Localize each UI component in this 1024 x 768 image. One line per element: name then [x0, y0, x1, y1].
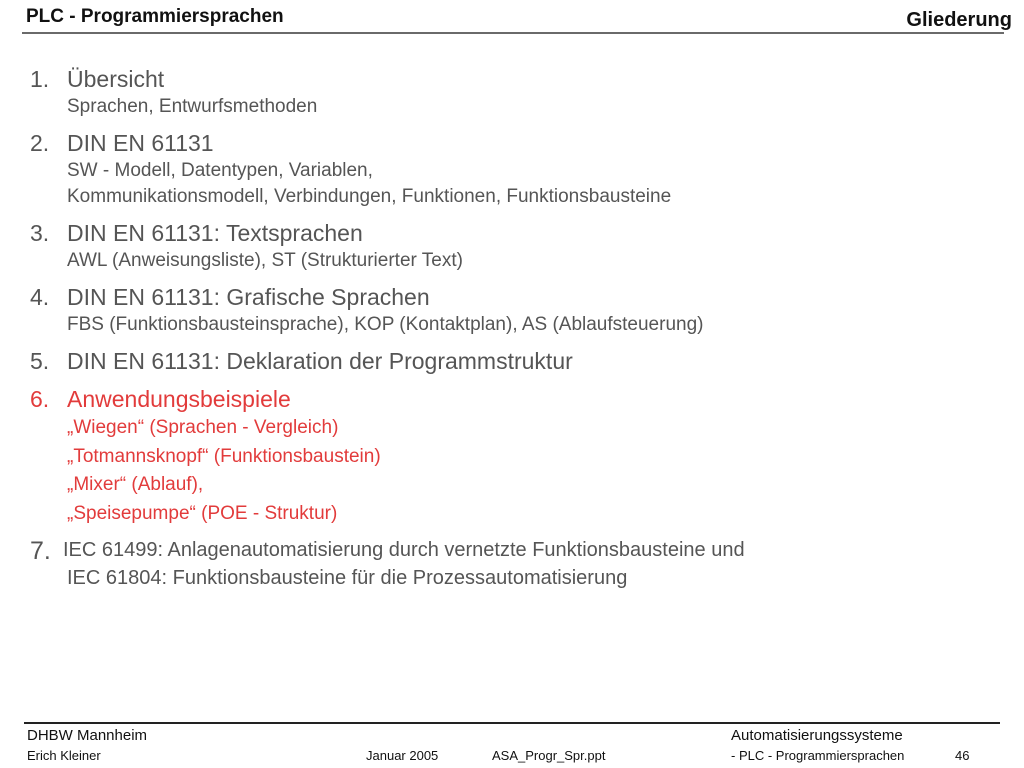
item-subtitle: „Totmannsknopf“ (Funktionsbaustein)	[67, 445, 381, 467]
item-subtitle: Kommunikationsmodell, Verbindungen, Funktionen, Funktionsbausteine	[67, 186, 672, 207]
item-subtitle: „Wiegen“ (Sprachen - Vergleich)	[67, 417, 339, 438]
item-subtitle: Sprachen, Entwurfsmethoden	[67, 96, 318, 117]
page-number: 46	[955, 748, 970, 763]
item-title: DIN EN 61131	[67, 130, 214, 156]
item-number: 1.	[30, 66, 50, 92]
item-title: Anwendungsbeispiele	[67, 386, 291, 412]
footer-author: Erich Kleiner	[27, 748, 101, 763]
header-divider	[22, 32, 1004, 34]
item-subtitle: AWL (Anweisungsliste), ST (Strukturierter Text)	[67, 250, 463, 271]
item-subtitle: IEC 61804: Funktionsbausteine für die Prozessautomatisierung	[67, 567, 628, 589]
footer-filename: ASA_Progr_Spr.ppt	[492, 748, 606, 763]
outline-item	[30, 218, 1010, 274]
item-subtitle: SW - Modell, Datentypen, Variablen,	[67, 160, 373, 181]
item-title: DIN EN 61131: Textsprachen	[67, 220, 363, 246]
item-number: 5.	[30, 348, 50, 374]
section-title: Gliederung	[906, 9, 1012, 31]
item-number: 4.	[30, 284, 50, 310]
outline-item	[30, 282, 1010, 338]
outline-list	[30, 64, 1010, 600]
item-title: DIN EN 61131: Deklaration der Programmstruktur	[67, 348, 573, 374]
item-subtitle: „Mixer“ (Ablauf),	[67, 474, 204, 495]
footer-date: Januar 2005	[366, 748, 439, 763]
item-number: 3.	[30, 220, 50, 246]
outline-item	[30, 128, 1010, 210]
footer-course: Automatisierungssysteme	[731, 727, 903, 744]
header-title: PLC - Programmiersprachen	[26, 6, 284, 27]
item-subtitle: FBS (Funktionsbausteinsprache), KOP (Kontaktplan), AS (Ablaufsteuerung)	[67, 314, 704, 335]
item-title: IEC 61499: Anlagenautomatisierung durch vernetzte Funktionsbausteine und	[63, 539, 745, 561]
item-number: 7.	[30, 537, 51, 565]
item-number: 6.	[30, 386, 50, 412]
outline-item	[30, 536, 1010, 592]
footer-institution: DHBW Mannheim	[27, 727, 148, 744]
footer-divider	[24, 722, 1000, 724]
item-title: Übersicht	[67, 66, 165, 92]
outline-item	[30, 346, 1010, 376]
item-subtitle: „Speisepumpe“ (POE - Struktur)	[67, 502, 338, 524]
footer-subtitle: - PLC - Programmiersprachen	[731, 748, 905, 763]
item-number: 2.	[30, 130, 50, 156]
outline-item	[30, 64, 1010, 120]
item-title: DIN EN 61131: Grafische Sprachen	[67, 284, 430, 310]
outline-item-highlighted	[30, 384, 1010, 528]
